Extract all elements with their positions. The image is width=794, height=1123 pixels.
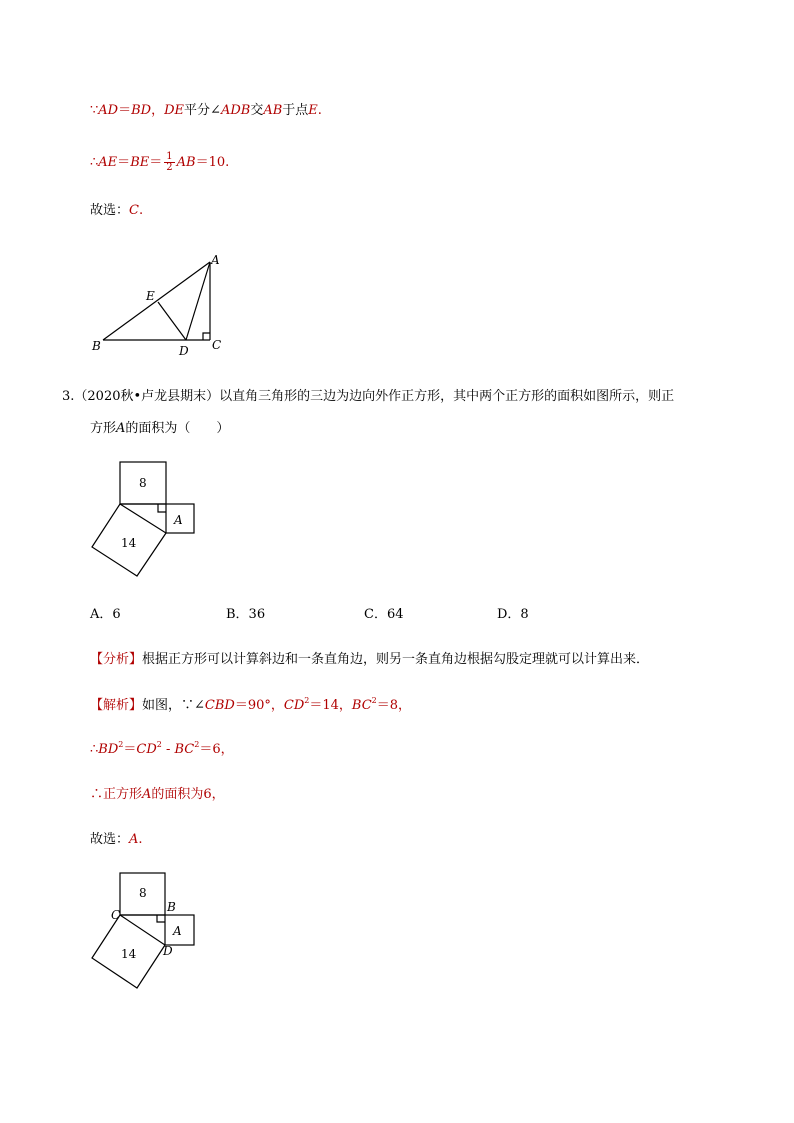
- comma: ，: [151, 103, 165, 118]
- superscript-2: 2: [118, 740, 124, 749]
- seg-bc: BC: [174, 742, 195, 757]
- question-text: 的面积为（ ）: [125, 421, 230, 436]
- equals: ＝: [149, 155, 163, 170]
- equals: ＝: [117, 155, 131, 170]
- at-point-text: 于点: [282, 103, 309, 118]
- seg-ae: AE: [98, 155, 118, 170]
- because-symbol: ∵: [90, 103, 99, 118]
- therefore-symbol: ∴: [90, 155, 99, 170]
- superscript-2: 2: [156, 740, 162, 749]
- question-text: 方形: [90, 421, 117, 436]
- right-square-label: A: [174, 513, 183, 527]
- answer-prefix: 故选：: [90, 203, 130, 218]
- answer-choice: C: [129, 203, 139, 218]
- solution-text: 如图，∵∠: [142, 698, 205, 713]
- label-b: B: [167, 900, 176, 914]
- analysis-text: 根据正方形可以计算斜边和一条直角边，则另一条直角边根据勾股定理就可以计算出来．: [142, 652, 650, 667]
- solution-text: 的面积为6，: [151, 787, 225, 802]
- fraction-denominator: 2: [166, 162, 173, 173]
- superscript-2: 2: [194, 740, 200, 749]
- var-a: A: [116, 421, 126, 436]
- seg-bd: BD: [131, 103, 152, 118]
- label-c: C: [111, 908, 121, 922]
- question-source: （2020秋•卢龙县期末）: [74, 389, 220, 404]
- equals: ＝: [123, 742, 137, 757]
- question-text: 以直角三角形的三边为边向外作正方形，其中两个正方形的面积如图所示，则正: [219, 389, 675, 404]
- label-e: E: [146, 289, 155, 303]
- right-square-label: A: [173, 924, 182, 938]
- seg-ab: AB: [263, 103, 283, 118]
- value-14: ＝14，: [309, 698, 352, 713]
- left-square-value: 14: [121, 947, 137, 961]
- intersect-text: 交: [250, 103, 264, 118]
- analysis-tag: 【分析】: [90, 652, 143, 667]
- point-e: E: [308, 103, 318, 118]
- label-d: D: [179, 344, 189, 358]
- top-square-value: 8: [139, 886, 147, 900]
- value-6: ＝6，: [199, 742, 234, 757]
- seg-cd: CD: [136, 742, 157, 757]
- top-square-value: 8: [139, 476, 147, 490]
- equals-ten: ＝10.: [195, 155, 230, 170]
- answer-prefix: 故选：: [90, 832, 130, 847]
- right-angle-mark: [157, 915, 165, 922]
- bisects-text: 平分∠: [184, 103, 221, 118]
- solution-tag: 【解析】: [90, 698, 143, 713]
- label-b: B: [92, 339, 101, 353]
- seg-bc: BC: [351, 698, 372, 713]
- option-b-label: B．36: [226, 607, 266, 622]
- option-a-label: A．6: [90, 607, 121, 622]
- option-c-label: C．64: [364, 607, 404, 622]
- var-a: A: [142, 787, 152, 802]
- angle-adb: ADB: [220, 103, 251, 118]
- seg-be: BE: [130, 155, 150, 170]
- seg-cd: CD: [283, 698, 305, 713]
- seg-ad: AD: [98, 103, 119, 118]
- angle-cbd: CBD: [204, 698, 235, 713]
- seg-de: DE: [164, 103, 185, 118]
- equals: ＝: [118, 103, 132, 118]
- label-d: D: [163, 944, 173, 958]
- superscript-2: 2: [371, 696, 377, 705]
- answer-choice: A: [129, 832, 139, 847]
- label-c: C: [212, 338, 222, 352]
- angle-value: ＝90°，: [234, 698, 284, 713]
- period: .: [138, 832, 143, 847]
- period: .: [317, 103, 322, 118]
- therefore-symbol: ∴: [90, 742, 99, 757]
- label-a: A: [211, 253, 220, 267]
- value-8: ＝8，: [376, 698, 412, 713]
- option-d-label: D．8: [497, 607, 529, 622]
- question-number: 3.: [62, 389, 75, 404]
- solution-text: ∴正方形: [90, 787, 143, 802]
- period: .: [138, 203, 144, 218]
- seg-ab: AB: [176, 155, 196, 170]
- minus: -: [161, 742, 175, 757]
- left-square-value: 14: [121, 536, 137, 550]
- seg-bd: BD: [98, 742, 119, 757]
- superscript-2: 2: [304, 696, 310, 705]
- fraction-numerator: 1: [166, 151, 173, 162]
